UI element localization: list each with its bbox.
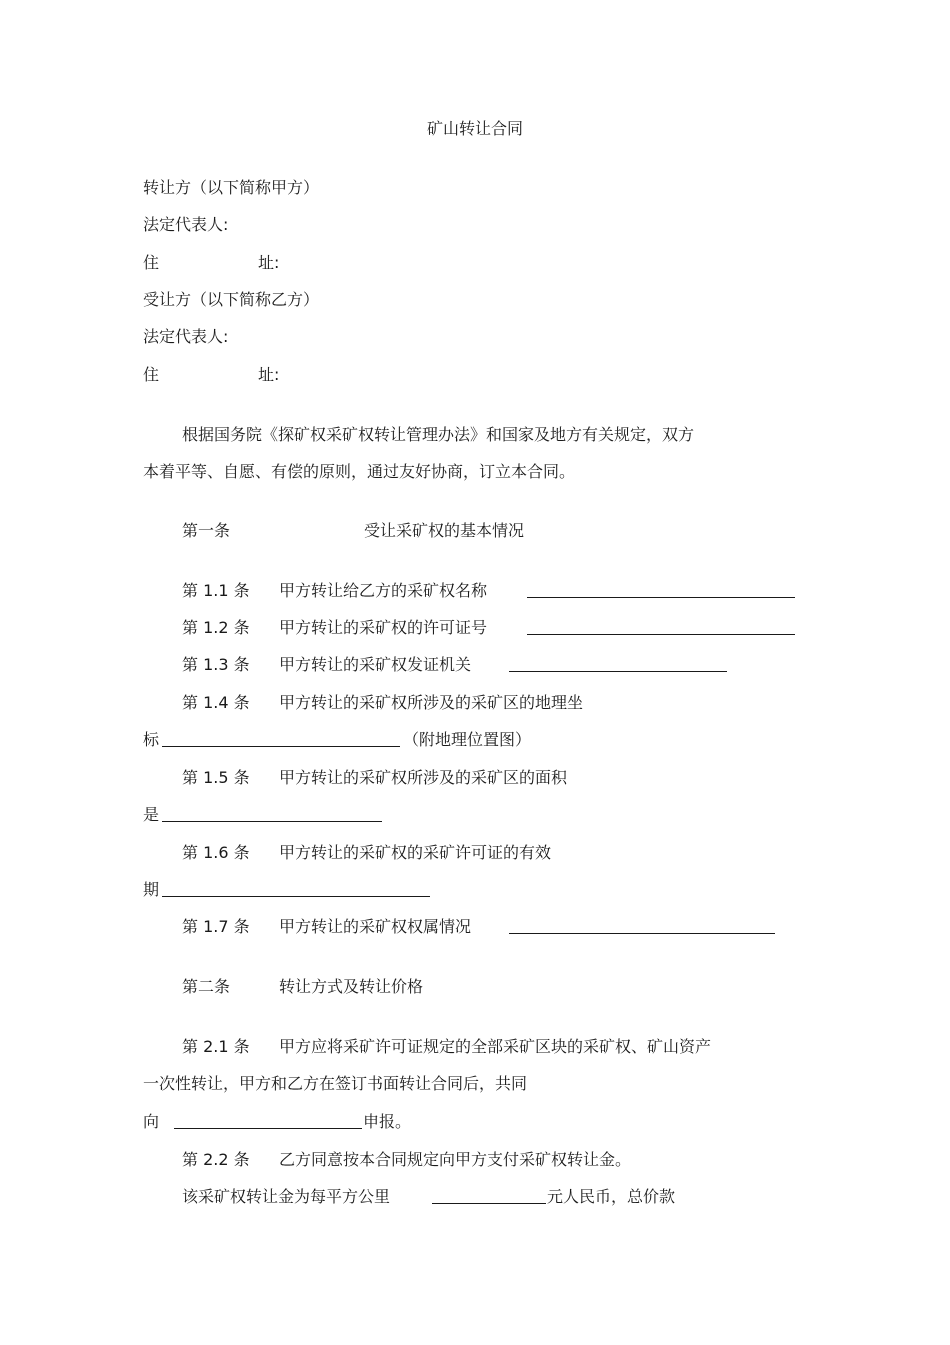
transferee-line: 受让方（以下简称乙方） <box>143 290 320 309</box>
clause-2-2-line-2-suffix: 元人民币，总价款 <box>547 1187 676 1206</box>
clause-2-1-line-2: 一次性转让，甲方和乙方在签订书面转让合同后，共同 <box>143 1074 528 1093</box>
clause-1-6-blank[interactable] <box>162 879 430 901</box>
transferor-line: 转让方（以下简称甲方） <box>143 178 320 197</box>
transferee-rep-line: 法定代表人: <box>143 327 229 346</box>
clause-2-1-line-1: 甲方应将采矿许可证规定的全部采矿区块的采矿权、矿山资产 <box>279 1037 712 1056</box>
clause-1-6-continuation: 期 <box>143 880 160 899</box>
clause-1-1-text: 甲方转让给乙方的采矿权名称 <box>279 581 488 600</box>
clause-1-5-text: 甲方转让的采矿权所涉及的采矿区的面积 <box>279 768 568 787</box>
preamble-line-2: 本着平等、自愿、有偿的原则，通过友好协商，订立本合同。 <box>143 462 576 481</box>
article-2-heading: 转让方式及转让价格 <box>279 977 424 996</box>
clause-1-3-text: 甲方转让的采矿权发证机关 <box>279 655 472 674</box>
clause-1-4-continuation: 标 <box>143 730 160 749</box>
clause-2-1-number: 第 2.1 条 <box>182 1037 250 1056</box>
clause-1-1-blank[interactable] <box>527 580 795 602</box>
clause-1-7-number: 第 1.7 条 <box>182 917 250 936</box>
clause-2-1-line-3-suffix: 申报。 <box>363 1112 412 1131</box>
clause-1-1-number: 第 1.1 条 <box>182 581 250 600</box>
transferee-address-label-1: 住 <box>143 365 160 384</box>
article-1-heading: 受让采矿权的基本情况 <box>364 521 525 540</box>
clause-1-5-blank[interactable] <box>162 804 382 826</box>
clause-2-2-line-2-prefix: 该采矿权转让金为每平方公里 <box>182 1187 391 1206</box>
clause-1-3-number: 第 1.3 条 <box>182 655 250 674</box>
clause-1-4-number: 第 1.4 条 <box>182 693 250 712</box>
clause-2-2-number: 第 2.2 条 <box>182 1150 250 1169</box>
clause-1-7-blank[interactable] <box>509 916 775 938</box>
clause-1-7-text: 甲方转让的采矿权权属情况 <box>279 917 472 936</box>
clause-2-2-line-1: 乙方同意按本合同规定向甲方支付采矿权转让金。 <box>279 1150 632 1169</box>
clause-1-3-blank[interactable] <box>509 654 727 676</box>
transferee-address-label-2: 址: <box>258 365 280 384</box>
clause-1-4-text: 甲方转让的采矿权所涉及的采矿区的地理坐 <box>279 693 584 712</box>
transferor-rep-line: 法定代表人: <box>143 215 229 234</box>
transferor-address-label-2: 址: <box>258 253 280 272</box>
clause-1-5-number: 第 1.5 条 <box>182 768 250 787</box>
clause-1-4-blank[interactable] <box>162 729 400 751</box>
preamble-line-1: 根据国务院《探矿权采矿权转让管理办法》和国家及地方有关规定，双方 <box>182 425 695 444</box>
transferor-address-label-1: 住 <box>143 253 160 272</box>
clause-2-1-line-3-prefix: 向 <box>143 1112 160 1131</box>
article-1-number: 第一条 <box>182 521 231 540</box>
clause-1-2-number: 第 1.2 条 <box>182 618 250 637</box>
clause-2-1-blank[interactable] <box>174 1111 362 1133</box>
document-title: 矿山转让合同 <box>426 119 523 138</box>
clause-2-2-blank[interactable] <box>432 1186 546 1208</box>
clause-1-6-text: 甲方转让的采矿权的采矿许可证的有效 <box>279 843 552 862</box>
article-2-number: 第二条 <box>182 977 231 996</box>
clause-1-2-text: 甲方转让的采矿权的许可证号 <box>279 618 488 637</box>
clause-1-5-continuation: 是 <box>143 805 160 824</box>
clause-1-2-blank[interactable] <box>527 617 795 639</box>
clause-1-6-number: 第 1.6 条 <box>182 843 250 862</box>
clause-1-4-suffix: （附地理位置图） <box>403 730 532 749</box>
